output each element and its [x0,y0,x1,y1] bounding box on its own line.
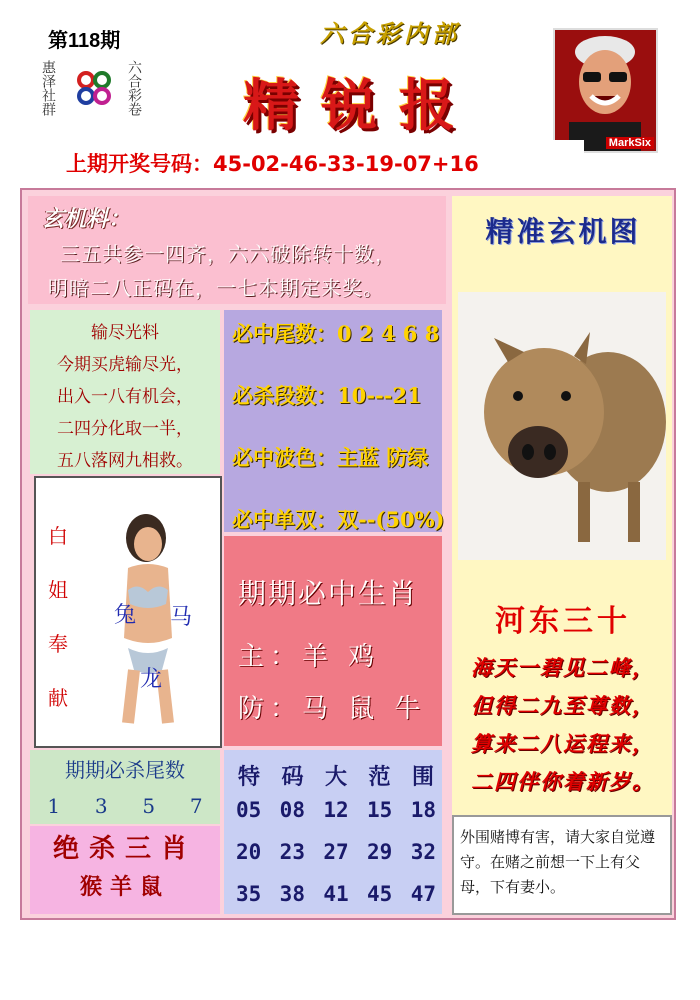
range-row [236,798,436,822]
range-number: 32 [410,840,436,864]
kill-tail-number: 7 [189,794,203,818]
range-number: 05 [236,798,262,822]
marksix-badge: MarkSix [606,137,654,149]
range-heading-char: 围 [411,764,434,790]
must-wave-color: 必中波色：主蓝 防绿 [232,445,429,470]
shujin-title: 输尽光料 [91,323,159,343]
kill-tail-number: 5 [142,794,156,818]
logo-rings-icon [74,68,114,108]
xuanjiliao-heading: 玄机料： [42,206,131,232]
girl-caption-char: 白 [48,524,68,548]
range-number: 38 [279,882,305,906]
girl-caption-char: 姐 [48,578,68,602]
range-heading-char: 特 [238,764,261,790]
wild-boar-icon [458,292,666,560]
hedong-title: 河东三十 [495,604,631,639]
gambling-notice: 外围赌博有害，请大家自觉遵守。在赌之前想一下上有父母，下有妻小。 [452,815,672,915]
range-number: 41 [323,882,349,906]
range-number: 47 [410,882,436,906]
range-heading [238,760,434,791]
range-heading-char: 范 [368,764,391,790]
range-heading-char: 大 [324,764,347,790]
logo-text-left: 惠泽社群 [40,60,56,116]
poem-line: 算来二八运程来， [471,731,655,756]
range-number: 45 [367,882,393,906]
boar-photo [458,292,666,560]
logo-text-right: 六合彩卷 [126,60,142,116]
kill-tail-number: 3 [94,794,108,818]
xuanjiliao-line-1: 三五共参一四齐，六六破除转十数， [60,242,396,266]
zodiac-hint-dragon: 龙 [140,667,163,692]
range-number: 12 [323,798,349,822]
kill-tail-number: 1 [47,794,61,818]
girl-caption-char: 奉 [48,632,68,656]
man-portrait-icon [555,30,656,151]
shengxiao-main: 主：羊 鸡 [238,642,381,672]
range-row [236,882,436,906]
shujin-line: 出入一八有机会， [57,387,193,407]
zodiac-hint-rabbit: 兔 [114,603,137,628]
logo [30,58,160,130]
jingzhun-title: 精准玄机图 [485,215,641,248]
zodiac-hint-horse: 马 [170,605,193,630]
range-number: 23 [279,840,305,864]
shengxiao-guard: 防：马 鼠 牛 [238,694,427,724]
range-number: 08 [279,798,305,822]
kill-tail-title: 期期必杀尾数 [65,758,185,782]
must-kill-segment: 必杀段数：10---21 [232,383,422,408]
xuanjiliao-line-2: 明暗二八正码在，一七本期定来奖。 [48,276,384,300]
poem-line: 二四伴你着新岁。 [471,769,655,794]
shujin-line: 今期买虎输尽光， [57,355,193,375]
poem-line: 但得二九至尊数， [471,693,655,718]
range-row [236,840,436,864]
last-draw-numbers: 上期开奖号码：45-02-46-33-19-07+16 [38,140,584,184]
range-number: 29 [367,840,393,864]
must-odd-even: 必中单双：双--(50%) [232,507,445,532]
kill-three-zodiacs: 猴羊鼠 [79,874,170,900]
girl-caption-char: 献 [48,686,68,710]
shujin-line: 二四分化取一半， [57,419,193,439]
must-tail-numbers: 必中尾数：0 2 4 6 8 [232,321,440,346]
issue-number: 第118期 [48,30,121,52]
kill-tail-numbers [30,794,220,818]
host-photo [553,28,658,153]
range-number: 35 [236,882,262,906]
kill-three-title: 绝杀三肖 [52,834,197,864]
poem-line: 海天一碧见二峰， [471,655,655,680]
range-number: 20 [236,840,262,864]
range-number: 15 [367,798,393,822]
range-number: 18 [410,798,436,822]
shengxiao-title: 期期必中生肖 [238,577,419,610]
shujin-line: 五八落网九相救。 [57,451,193,471]
page-title: 精锐报 [243,73,477,139]
subtitle: 六合彩内部 [320,19,460,48]
range-number: 27 [323,840,349,864]
range-heading-char: 码 [281,764,304,790]
